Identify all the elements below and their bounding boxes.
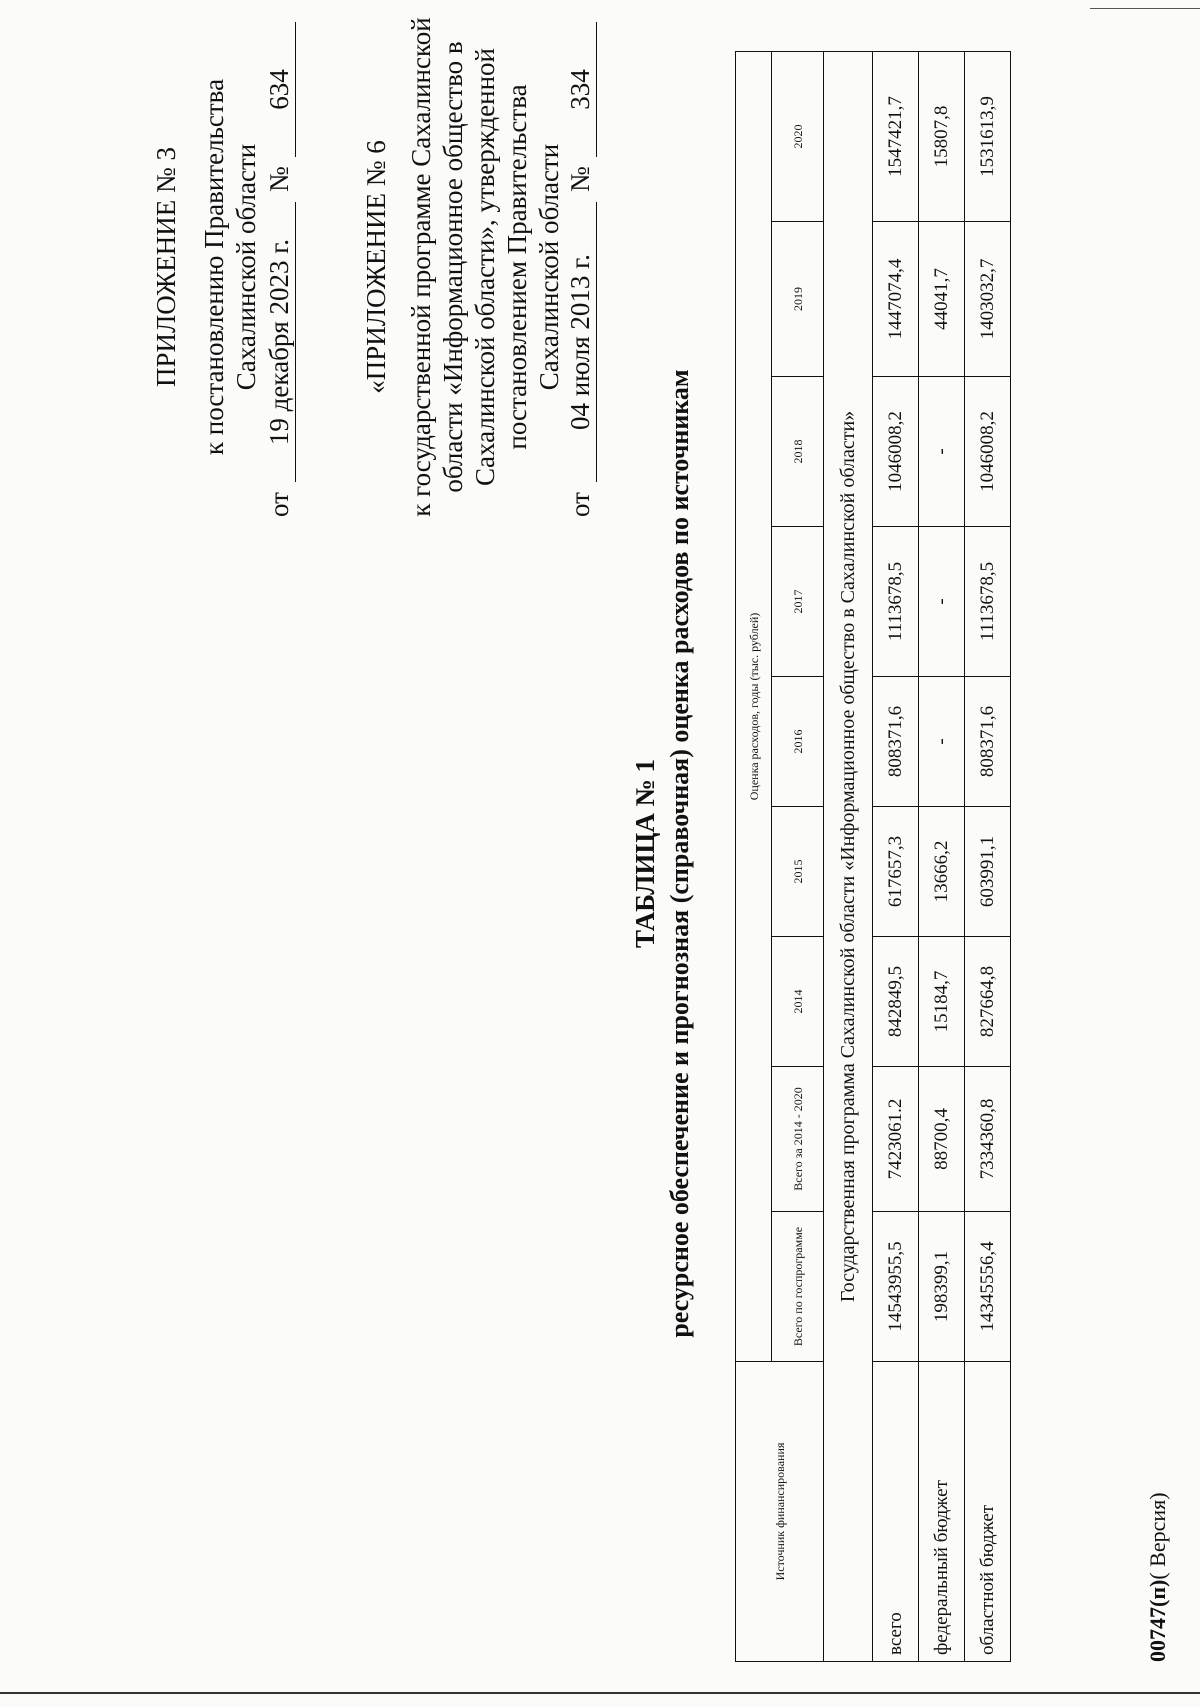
appendix6-line5: Сахалинской области bbox=[534, 143, 564, 391]
header-estimate: Оценка расходов, годы (тыс. рублей) bbox=[736, 51, 772, 1361]
table-cell: 1403032,7 bbox=[965, 222, 1011, 377]
subheader-cell: 2017 bbox=[772, 527, 824, 677]
appendix6-ot: от bbox=[565, 492, 595, 517]
table-cell: 1046008,2 bbox=[965, 377, 1011, 527]
appendix3-caption bbox=[198, 12, 262, 522]
subheader-cell: 2020 bbox=[772, 51, 824, 221]
table-cell: 1046008,2 bbox=[873, 377, 919, 527]
table-row bbox=[873, 51, 919, 1661]
table-cell: 808371,6 bbox=[965, 677, 1011, 807]
appendix6-line4: постановлением Правительства bbox=[502, 84, 532, 450]
appendix3-date: 19 декабря 2023 г. bbox=[264, 202, 296, 482]
table-row bbox=[965, 51, 1011, 1661]
table-cell: 44041,7 bbox=[919, 222, 965, 377]
table-cell: - bbox=[919, 377, 965, 527]
table-cell: 7423061.2 bbox=[873, 1067, 919, 1212]
table-cell: 13666,2 bbox=[919, 807, 965, 937]
row-label: областной бюджет bbox=[965, 1362, 1011, 1662]
subheader-cell: 2018 bbox=[772, 377, 824, 527]
appendix6-title: «ПРИЛОЖЕНИЕ № 6 bbox=[361, 140, 391, 394]
appendix6-line3: Сахалинской области», утвержденной bbox=[470, 48, 500, 487]
financing-table bbox=[735, 51, 1011, 1662]
table-cell: 808371,6 bbox=[873, 677, 919, 807]
table-cell: 1547421,7 bbox=[873, 51, 919, 221]
appendix3-line1: к постановлению Правительства bbox=[199, 78, 229, 456]
appendix6-date: 04 июля 2013 г. bbox=[565, 202, 597, 482]
table-cell: 198399,1 bbox=[919, 1212, 965, 1362]
appendix6-line2: области «Информационное общество в bbox=[438, 41, 468, 493]
table-row bbox=[919, 51, 965, 1661]
document-version: ( Версия) bbox=[1145, 1492, 1170, 1580]
table-cell: 15807,8 bbox=[919, 51, 965, 221]
appendix3-no-sign: № bbox=[264, 166, 294, 192]
table-cell: 603991,1 bbox=[965, 807, 1011, 937]
program-title-cell: Государственная программа Сахалинской области «Информационное общество в Сахалинской области» bbox=[824, 51, 873, 1661]
table-cell: 617657,3 bbox=[873, 807, 919, 937]
appendix3-line2: Сахалинской области bbox=[231, 143, 261, 391]
table-cell: 1113678,5 bbox=[873, 527, 919, 677]
appendix3-ot: от bbox=[264, 492, 294, 517]
row-label: всего bbox=[873, 1362, 919, 1662]
appendix3-date-row bbox=[264, 12, 298, 517]
table-cell: 1447074,4 bbox=[873, 222, 919, 377]
table-cell: 15184,7 bbox=[919, 937, 965, 1067]
appendix6-number: 334 bbox=[565, 22, 597, 157]
appendix3-number: 634 bbox=[264, 22, 296, 157]
subheader-cell: 2015 bbox=[772, 807, 824, 937]
appendix6-date-row bbox=[565, 12, 599, 517]
table-title: ТАБЛИЦА № 1 bbox=[630, 758, 660, 949]
table-cell: 1113678,5 bbox=[965, 527, 1011, 677]
appendix6-no-sign: № bbox=[565, 166, 595, 192]
subheader-cell: Всего по госпрограмме bbox=[772, 1212, 824, 1362]
table-cell: 1531613,9 bbox=[965, 51, 1011, 221]
table-subtitle: ресурсное обеспечение и прогнозная (справочная) оценка расходов по источникам bbox=[665, 369, 694, 1338]
table-cell: 14543955,5 bbox=[873, 1212, 919, 1362]
subheader-cell: Всего за 2014 - 2020 bbox=[772, 1067, 824, 1212]
appendix6-caption bbox=[405, 0, 565, 537]
table-cell: 7334360,8 bbox=[965, 1067, 1011, 1212]
table-cell: 88700,4 bbox=[919, 1067, 965, 1212]
document-code-number: 00747(п) bbox=[1145, 1579, 1170, 1662]
row-label: федеральный бюджет bbox=[919, 1362, 965, 1662]
appendix3-title: ПРИЛОЖЕНИЕ № 3 bbox=[151, 146, 181, 388]
subheader-cell: 2014 bbox=[772, 937, 824, 1067]
table-cell: 14345556,4 bbox=[965, 1212, 1011, 1362]
table-cell: 827664,8 bbox=[965, 937, 1011, 1067]
subheader-cell: 2016 bbox=[772, 677, 824, 807]
table-cell: - bbox=[919, 677, 965, 807]
program-row bbox=[824, 51, 873, 1661]
table-cell: - bbox=[919, 527, 965, 677]
document-code bbox=[1145, 1492, 1171, 1662]
header-source: Источник финансирования bbox=[736, 1362, 824, 1662]
appendix6-line1: к государственной программе Сахалинской bbox=[406, 17, 436, 517]
subheader-cell: 2019 bbox=[772, 222, 824, 377]
table-header-row bbox=[736, 51, 772, 1661]
table-cell: 842849,5 bbox=[873, 937, 919, 1067]
